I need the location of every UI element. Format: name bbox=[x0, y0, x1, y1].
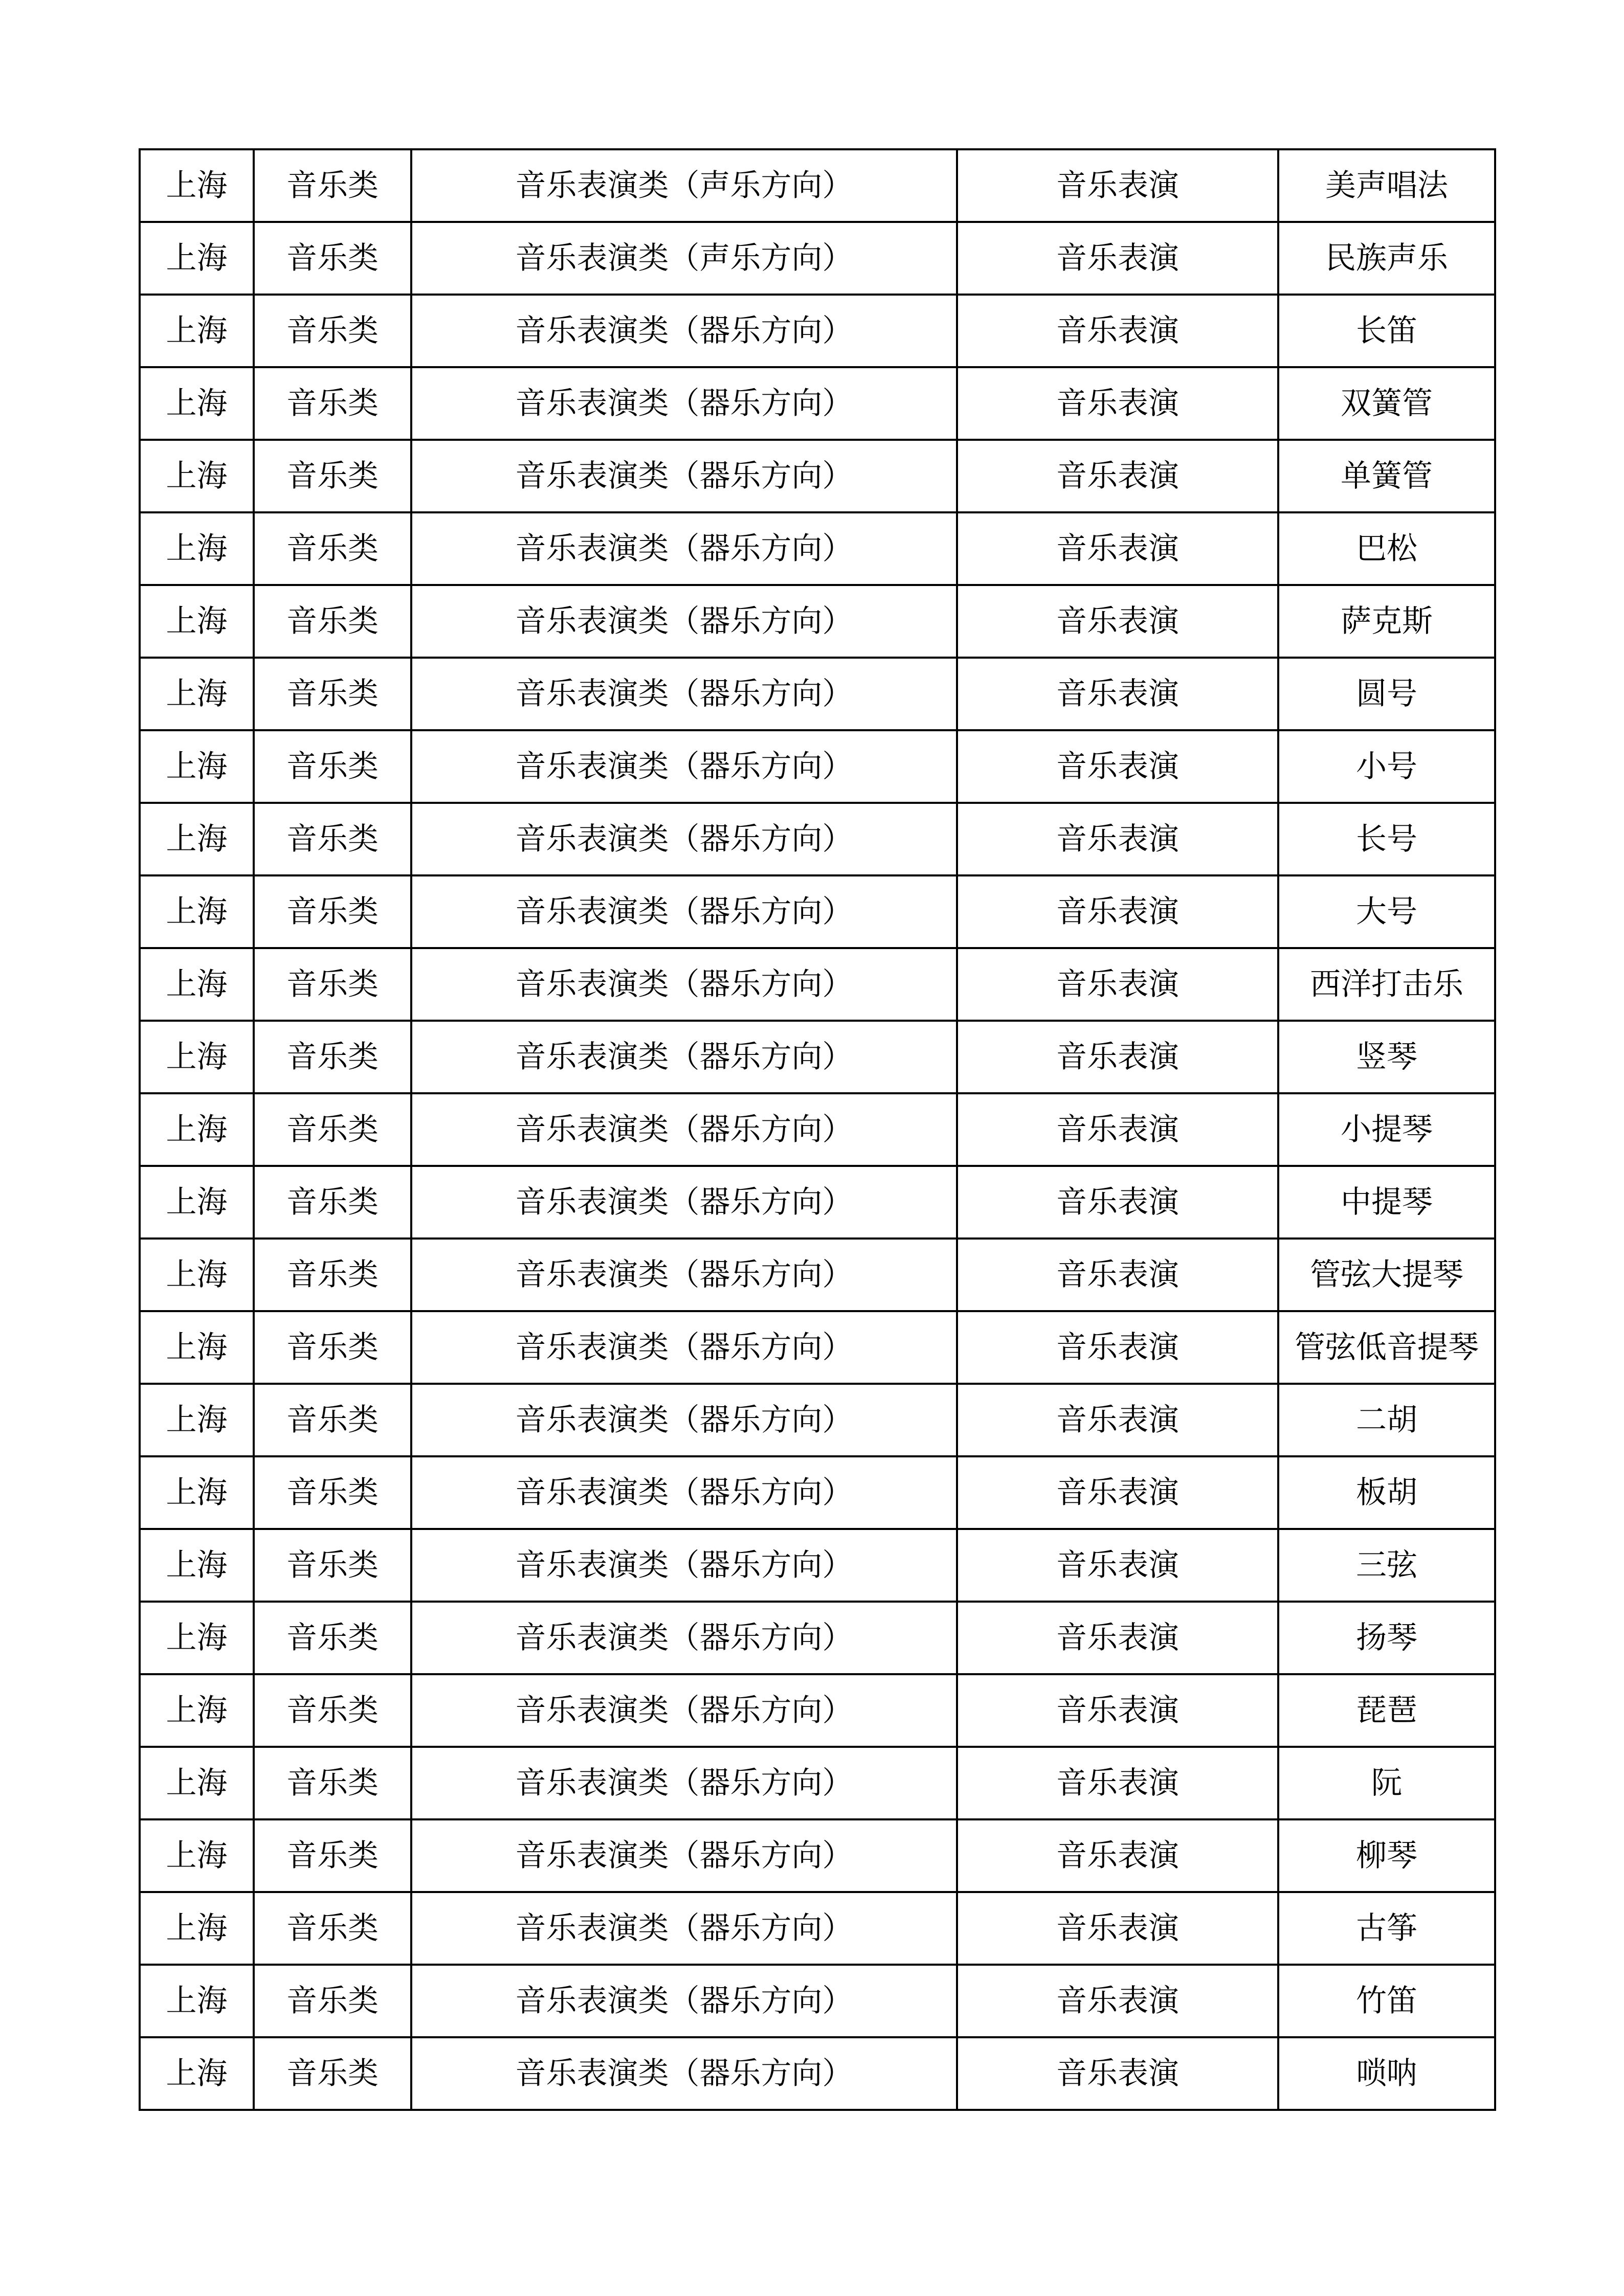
region-cell: 上海 bbox=[140, 149, 254, 222]
specialty-cell: 双簧管 bbox=[1278, 367, 1495, 440]
major-cell: 音乐表演 bbox=[957, 585, 1278, 658]
specialty-cell: 民族声乐 bbox=[1278, 222, 1495, 295]
subcategory-cell: 音乐表演类（器乐方向） bbox=[411, 1021, 957, 1093]
specialty-cell: 三弦 bbox=[1278, 1529, 1495, 1602]
major-cell: 音乐表演 bbox=[957, 1602, 1278, 1674]
major-cell: 音乐表演 bbox=[957, 948, 1278, 1021]
table-row bbox=[140, 585, 1495, 658]
subcategory-cell: 音乐表演类（器乐方向） bbox=[411, 512, 957, 585]
specialty-cell: 扬琴 bbox=[1278, 1602, 1495, 1674]
region-cell: 上海 bbox=[140, 658, 254, 730]
major-cell: 音乐表演 bbox=[957, 367, 1278, 440]
major-cell: 音乐表演 bbox=[957, 295, 1278, 367]
category-cell: 音乐类 bbox=[254, 948, 411, 1021]
category-cell: 音乐类 bbox=[254, 222, 411, 295]
table-row bbox=[140, 658, 1495, 730]
major-cell: 音乐表演 bbox=[957, 512, 1278, 585]
table-row bbox=[140, 512, 1495, 585]
major-cell: 音乐表演 bbox=[957, 1093, 1278, 1166]
subcategory-cell: 音乐表演类（器乐方向） bbox=[411, 1892, 957, 1965]
table-row bbox=[140, 1965, 1495, 2037]
major-cell: 音乐表演 bbox=[957, 440, 1278, 512]
table-row bbox=[140, 295, 1495, 367]
subcategory-cell: 音乐表演类（器乐方向） bbox=[411, 875, 957, 948]
major-cell: 音乐表演 bbox=[957, 1456, 1278, 1529]
category-cell: 音乐类 bbox=[254, 875, 411, 948]
category-cell: 音乐类 bbox=[254, 367, 411, 440]
subcategory-cell: 音乐表演类（器乐方向） bbox=[411, 1166, 957, 1239]
category-cell: 音乐类 bbox=[254, 2037, 411, 2110]
subcategory-cell: 音乐表演类（器乐方向） bbox=[411, 1747, 957, 1819]
specialty-cell: 小号 bbox=[1278, 730, 1495, 803]
specialty-cell: 管弦大提琴 bbox=[1278, 1239, 1495, 1311]
table-body bbox=[140, 149, 1495, 2110]
specialty-cell: 圆号 bbox=[1278, 658, 1495, 730]
subcategory-cell: 音乐表演类（器乐方向） bbox=[411, 1311, 957, 1384]
category-cell: 音乐类 bbox=[254, 1021, 411, 1093]
category-cell: 音乐类 bbox=[254, 1239, 411, 1311]
region-cell: 上海 bbox=[140, 1311, 254, 1384]
subcategory-cell: 音乐表演类（器乐方向） bbox=[411, 1602, 957, 1674]
category-cell: 音乐类 bbox=[254, 658, 411, 730]
subcategory-cell: 音乐表演类（器乐方向） bbox=[411, 730, 957, 803]
region-cell: 上海 bbox=[140, 1819, 254, 1892]
region-cell: 上海 bbox=[140, 440, 254, 512]
specialty-cell: 长笛 bbox=[1278, 295, 1495, 367]
region-cell: 上海 bbox=[140, 1239, 254, 1311]
major-cell: 音乐表演 bbox=[957, 1239, 1278, 1311]
table-row bbox=[140, 875, 1495, 948]
subcategory-cell: 音乐表演类（器乐方向） bbox=[411, 440, 957, 512]
region-cell: 上海 bbox=[140, 1093, 254, 1166]
document-table bbox=[139, 148, 1496, 2111]
category-cell: 音乐类 bbox=[254, 512, 411, 585]
specialty-cell: 大号 bbox=[1278, 875, 1495, 948]
table-row bbox=[140, 948, 1495, 1021]
major-cell: 音乐表演 bbox=[957, 1384, 1278, 1456]
subcategory-cell: 音乐表演类（器乐方向） bbox=[411, 1093, 957, 1166]
table-row bbox=[140, 1819, 1495, 1892]
category-cell: 音乐类 bbox=[254, 803, 411, 875]
subcategory-cell: 音乐表演类（声乐方向） bbox=[411, 222, 957, 295]
major-cell: 音乐表演 bbox=[957, 1166, 1278, 1239]
specialty-cell: 西洋打击乐 bbox=[1278, 948, 1495, 1021]
table-row bbox=[140, 1093, 1495, 1166]
subcategory-cell: 音乐表演类（器乐方向） bbox=[411, 658, 957, 730]
category-cell: 音乐类 bbox=[254, 1384, 411, 1456]
category-cell: 音乐类 bbox=[254, 1892, 411, 1965]
subcategory-cell: 音乐表演类（器乐方向） bbox=[411, 1965, 957, 2037]
region-cell: 上海 bbox=[140, 1747, 254, 1819]
table-row bbox=[140, 367, 1495, 440]
major-cell: 音乐表演 bbox=[957, 803, 1278, 875]
table-row bbox=[140, 1021, 1495, 1093]
specialty-cell: 小提琴 bbox=[1278, 1093, 1495, 1166]
region-cell: 上海 bbox=[140, 875, 254, 948]
category-cell: 音乐类 bbox=[254, 1093, 411, 1166]
specialty-cell: 竹笛 bbox=[1278, 1965, 1495, 2037]
subcategory-cell: 音乐表演类（器乐方向） bbox=[411, 948, 957, 1021]
subcategory-cell: 音乐表演类（器乐方向） bbox=[411, 295, 957, 367]
major-cell: 音乐表演 bbox=[957, 1529, 1278, 1602]
specialty-cell: 中提琴 bbox=[1278, 1166, 1495, 1239]
category-cell: 音乐类 bbox=[254, 1456, 411, 1529]
category-cell: 音乐类 bbox=[254, 1819, 411, 1892]
region-cell: 上海 bbox=[140, 585, 254, 658]
category-cell: 音乐类 bbox=[254, 1602, 411, 1674]
category-cell: 音乐类 bbox=[254, 1529, 411, 1602]
region-cell: 上海 bbox=[140, 1021, 254, 1093]
category-cell: 音乐类 bbox=[254, 149, 411, 222]
subcategory-cell: 音乐表演类（器乐方向） bbox=[411, 1529, 957, 1602]
table-row bbox=[140, 803, 1495, 875]
specialty-cell: 竖琴 bbox=[1278, 1021, 1495, 1093]
specialty-cell: 单簧管 bbox=[1278, 440, 1495, 512]
major-cell: 音乐表演 bbox=[957, 730, 1278, 803]
subcategory-cell: 音乐表演类（器乐方向） bbox=[411, 1384, 957, 1456]
specialty-cell: 管弦低音提琴 bbox=[1278, 1311, 1495, 1384]
region-cell: 上海 bbox=[140, 1674, 254, 1747]
region-cell: 上海 bbox=[140, 367, 254, 440]
major-cell: 音乐表演 bbox=[957, 149, 1278, 222]
major-cell: 音乐表演 bbox=[957, 2037, 1278, 2110]
subcategory-cell: 音乐表演类（器乐方向） bbox=[411, 803, 957, 875]
region-cell: 上海 bbox=[140, 948, 254, 1021]
major-cell: 音乐表演 bbox=[957, 222, 1278, 295]
major-cell: 音乐表演 bbox=[957, 1747, 1278, 1819]
category-cell: 音乐类 bbox=[254, 1166, 411, 1239]
table-row bbox=[140, 1311, 1495, 1384]
category-cell: 音乐类 bbox=[254, 295, 411, 367]
subcategory-cell: 音乐表演类（器乐方向） bbox=[411, 1674, 957, 1747]
category-cell: 音乐类 bbox=[254, 1747, 411, 1819]
table-row bbox=[140, 1602, 1495, 1674]
specialty-cell: 柳琴 bbox=[1278, 1819, 1495, 1892]
region-cell: 上海 bbox=[140, 1529, 254, 1602]
region-cell: 上海 bbox=[140, 1384, 254, 1456]
category-cell: 音乐类 bbox=[254, 730, 411, 803]
region-cell: 上海 bbox=[140, 222, 254, 295]
region-cell: 上海 bbox=[140, 1602, 254, 1674]
specialty-cell: 巴松 bbox=[1278, 512, 1495, 585]
region-cell: 上海 bbox=[140, 1892, 254, 1965]
region-cell: 上海 bbox=[140, 295, 254, 367]
subcategory-cell: 音乐表演类（器乐方向） bbox=[411, 1239, 957, 1311]
table-row bbox=[140, 1892, 1495, 1965]
table-row bbox=[140, 1747, 1495, 1819]
category-cell: 音乐类 bbox=[254, 1311, 411, 1384]
specialty-cell: 古筝 bbox=[1278, 1892, 1495, 1965]
category-cell: 音乐类 bbox=[254, 440, 411, 512]
major-cell: 音乐表演 bbox=[957, 1892, 1278, 1965]
major-cell: 音乐表演 bbox=[957, 1674, 1278, 1747]
major-cell: 音乐表演 bbox=[957, 1965, 1278, 2037]
region-cell: 上海 bbox=[140, 512, 254, 585]
table-row bbox=[140, 2037, 1495, 2110]
category-cell: 音乐类 bbox=[254, 585, 411, 658]
table-row bbox=[140, 222, 1495, 295]
major-cell: 音乐表演 bbox=[957, 875, 1278, 948]
category-cell: 音乐类 bbox=[254, 1674, 411, 1747]
subcategory-cell: 音乐表演类（器乐方向） bbox=[411, 2037, 957, 2110]
region-cell: 上海 bbox=[140, 2037, 254, 2110]
region-cell: 上海 bbox=[140, 1965, 254, 2037]
region-cell: 上海 bbox=[140, 730, 254, 803]
specialty-cell: 唢呐 bbox=[1278, 2037, 1495, 2110]
specialty-cell: 美声唱法 bbox=[1278, 149, 1495, 222]
region-cell: 上海 bbox=[140, 803, 254, 875]
table-row bbox=[140, 1529, 1495, 1602]
subcategory-cell: 音乐表演类（器乐方向） bbox=[411, 585, 957, 658]
specialty-cell: 长号 bbox=[1278, 803, 1495, 875]
subcategory-cell: 音乐表演类（器乐方向） bbox=[411, 367, 957, 440]
specialty-cell: 萨克斯 bbox=[1278, 585, 1495, 658]
specialty-cell: 二胡 bbox=[1278, 1384, 1495, 1456]
table-row bbox=[140, 440, 1495, 512]
table-row bbox=[140, 1674, 1495, 1747]
region-cell: 上海 bbox=[140, 1456, 254, 1529]
major-cell: 音乐表演 bbox=[957, 658, 1278, 730]
subcategory-cell: 音乐表演类（器乐方向） bbox=[411, 1819, 957, 1892]
table-row bbox=[140, 1239, 1495, 1311]
table-row bbox=[140, 1166, 1495, 1239]
category-cell: 音乐类 bbox=[254, 1965, 411, 2037]
specialty-cell: 阮 bbox=[1278, 1747, 1495, 1819]
major-cell: 音乐表演 bbox=[957, 1819, 1278, 1892]
table-row bbox=[140, 1384, 1495, 1456]
specialty-cell: 琵琶 bbox=[1278, 1674, 1495, 1747]
table-row bbox=[140, 1456, 1495, 1529]
major-cell: 音乐表演 bbox=[957, 1021, 1278, 1093]
region-cell: 上海 bbox=[140, 1166, 254, 1239]
subcategory-cell: 音乐表演类（器乐方向） bbox=[411, 1456, 957, 1529]
table-row bbox=[140, 730, 1495, 803]
table-row bbox=[140, 149, 1495, 222]
major-cell: 音乐表演 bbox=[957, 1311, 1278, 1384]
subcategory-cell: 音乐表演类（声乐方向） bbox=[411, 149, 957, 222]
specialty-cell: 板胡 bbox=[1278, 1456, 1495, 1529]
